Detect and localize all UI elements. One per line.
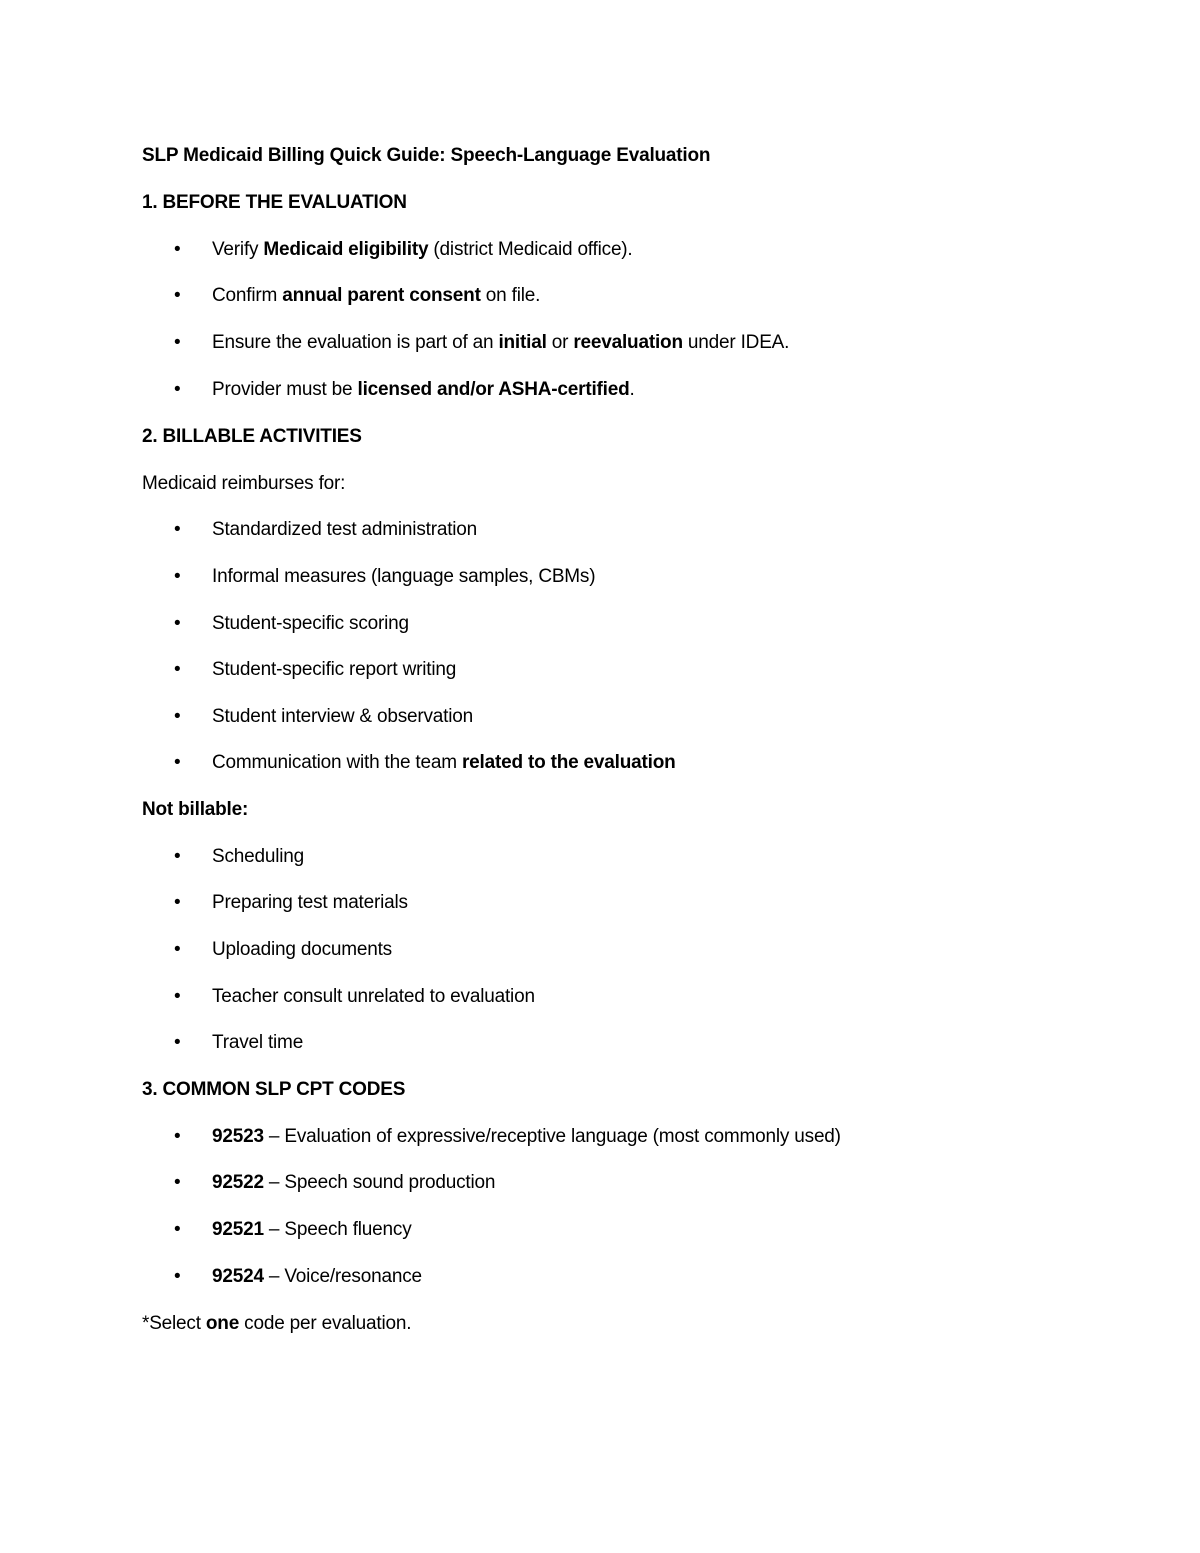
list-item: Student-specific report writing (212, 659, 457, 680)
bullet-icon: • (174, 332, 181, 353)
bullet-icon: • (174, 1032, 181, 1053)
list-item: 92523 – Evaluation of expressive/receptive language (most commonly used) (212, 1126, 841, 1147)
bullet-icon: • (174, 613, 181, 634)
list-item: Student interview & observation (212, 706, 474, 727)
bullet-icon: • (174, 285, 181, 306)
bullet-icon: • (174, 986, 181, 1007)
billable-intro: Medicaid reimburses for: (142, 473, 346, 494)
list-item: Student-specific scoring (212, 613, 409, 634)
list-item: Travel time (212, 1032, 304, 1053)
list-item: Verify Medicaid eligibility (district Medicaid office). (212, 239, 633, 260)
list-item: 92522 – Speech sound production (212, 1172, 496, 1193)
code-selection-note: *Select one code per evaluation. (142, 1313, 412, 1334)
list-item: Informal measures (language samples, CBMs) (212, 566, 596, 587)
bullet-icon: • (174, 519, 181, 540)
bullet-icon: • (174, 1266, 181, 1287)
list-item: Preparing test materials (212, 892, 408, 913)
list-item: Provider must be licensed and/or ASHA-certified. (212, 379, 635, 400)
bullet-icon: • (174, 659, 181, 680)
bullet-icon: • (174, 1219, 181, 1240)
bullet-icon: • (174, 939, 181, 960)
list-item: Teacher consult unrelated to evaluation (212, 986, 535, 1007)
list-item: Confirm annual parent consent on file. (212, 285, 541, 306)
bullet-icon: • (174, 566, 181, 587)
list-item: Communication with the team related to the evaluation (212, 752, 676, 773)
bullet-icon: • (174, 1126, 181, 1147)
list-item: 92521 – Speech fluency (212, 1219, 412, 1240)
bullet-icon: • (174, 706, 181, 727)
list-item: Scheduling (212, 846, 305, 867)
bullet-icon: • (174, 752, 181, 773)
bullet-icon: • (174, 892, 181, 913)
bullet-icon: • (174, 1172, 181, 1193)
not-billable-heading: Not billable: (142, 799, 249, 820)
list-item: Standardized test administration (212, 519, 478, 540)
section-heading-billable: 2. BILLABLE ACTIVITIES (142, 426, 362, 447)
list-item: Uploading documents (212, 939, 392, 960)
bullet-icon: • (174, 379, 181, 400)
bullet-icon: • (174, 239, 181, 260)
page-title: SLP Medicaid Billing Quick Guide: Speech-Language Evaluation (142, 145, 711, 166)
section-heading-codes: 3. COMMON SLP CPT CODES (142, 1079, 406, 1100)
bullet-icon: • (174, 846, 181, 867)
section-heading-before: 1. BEFORE THE EVALUATION (142, 192, 407, 213)
list-item: Ensure the evaluation is part of an initial or reevaluation under IDEA. (212, 332, 790, 353)
list-item: 92524 – Voice/resonance (212, 1266, 422, 1287)
